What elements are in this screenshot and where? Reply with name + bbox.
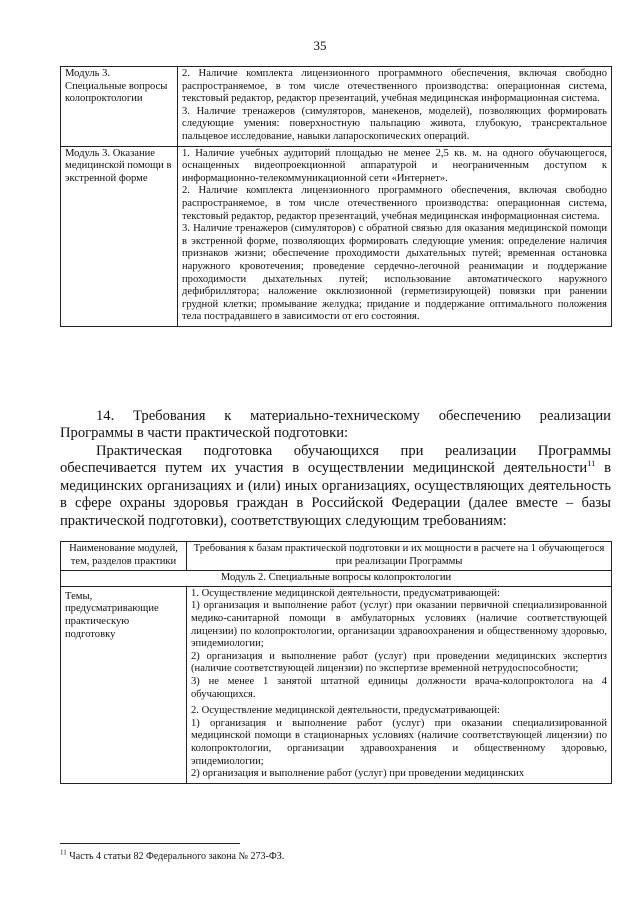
section-14-heading	[60, 408, 611, 442]
footnote-reference[interactable]: 11	[587, 458, 596, 469]
requirement-paragraph: 3. Наличие тренажеров (симуляторов, манекенов, моделей), позволяющих формировать следующие умения: поверхностную пальпацию живота, глубокую, трансректальное пальцевое исследование, навыки лапароскопических операций.	[182, 105, 607, 142]
table-row	[61, 146, 612, 326]
practical-training-paragraph	[60, 443, 611, 530]
table-header-row	[61, 542, 612, 571]
requirement-paragraph: 2. Наличие комплекта лицензионного программного обеспечения, включая свободно распространяемое, в том числе отечественного производства: операционная система, текстовый редактор, редактор презентаций, учебная медицинская информационная система.	[182, 185, 607, 222]
requirements-cell	[178, 146, 612, 326]
footnote	[60, 848, 285, 862]
paragraph-text: Практическая подготовка обучающихся при реализации Программы обеспечивается путем их участия в осуществлении медицинской деятельности	[60, 443, 611, 477]
footnote-text: Часть 4 статьи 82 Федерального закона № 273-ФЗ.	[66, 851, 285, 862]
practical-bases-table	[60, 541, 612, 784]
column-header: Наименование модулей, тем, разделов практики	[61, 542, 187, 571]
requirement-paragraph: 1. Осуществление медицинской деятельности, предусматривающей:	[191, 587, 500, 599]
module-cell	[61, 146, 178, 326]
requirement-paragraph: 2) организация и выполнение работ (услуг) при проведении медицинских экспертиз (наличие соответствующей лицензии) по экспертизе временной нетрудоспособности;	[191, 650, 607, 675]
section-heading-line: 14. Требования к материально-техническому обеспечению реализации	[96, 408, 611, 424]
requirement-paragraph: 3) не менее 1 занятой штатной единицы должности врача-колопроктолога на 4 обучающихся.	[191, 675, 607, 700]
requirements-cell	[178, 67, 612, 147]
paragraph-text: в медицинских организациях и (или) иных организациях, осуществляющих деятельность в сфере охраны здоровья граждан в Российской Федерации (далее вместе – базы практической подготовки), соответствующих следующим требованиям:	[60, 460, 611, 529]
module-name: Модуль 3. Специальные вопросы колопроктологии	[65, 68, 168, 105]
requirement-paragraph: 2. Осуществление медицинской деятельности, предусматривающей:	[191, 705, 500, 717]
section-heading-line: Программы в части практической подготовки:	[60, 425, 349, 441]
topics-cell	[61, 586, 187, 783]
page-number: 35	[313, 38, 327, 53]
module-heading-cell: Модуль 2. Специальные вопросы колопроктологии	[61, 571, 612, 587]
requirement-paragraph: 1) организация и выполнение работ (услуг) при оказании первичной специализированной медико-санитарной помощи в амбулаторных условиях (наличие соответствующей лицензии) по колопроктологии, организации здравоохранения и общественному здоровью, эпидемиологии;	[191, 600, 607, 650]
footnote-divider	[60, 843, 240, 844]
footnote-number: 11	[60, 848, 67, 857]
module-name: Модуль 3. Оказание медицинской помощи в экстренной форме	[65, 147, 172, 184]
equipment-requirements-table	[60, 66, 612, 327]
topics-label: Темы, предусматривающие практическую подготовку	[65, 590, 159, 640]
module-cell	[61, 67, 178, 147]
requirements-cell	[187, 586, 612, 783]
table-row	[61, 67, 612, 147]
table-row	[61, 586, 612, 783]
requirement-paragraph: 1) организация и выполнение работ (услуг) при оказании специализированной медицинской помощи в стационарных условиях (наличие соответствующей лицензии) по колопроктологии, организации здравоохранения и общественному здоровью, эпидемиологии;	[191, 717, 607, 767]
requirement-paragraph: 2) организация и выполнение работ (услуг) при проведении медицинских	[191, 768, 525, 780]
requirement-paragraph: 3. Наличие тренажеров (симуляторов) с обратной связью для оказания медицинской помощи в экстренной форме, позволяющих формировать следующие умения: определение наличия признаков жизни; обеспечение проходимости дыхательных путей; временная остановка наружного кровотечения; проведение сердечно-легочной реанимации и поддержание проходимости дыхательных путей; использование автоматического наружного дефибриллятора; наложение окклюзионной (герметизирующей) повязки при ранении грудной клетки; промывание желудка; придание и поддержание оптимального положения тела пострадавшего в зависимости от его состояния.	[182, 223, 607, 323]
table-row	[61, 571, 612, 587]
requirement-paragraph: 2. Наличие комплекта лицензионного программного обеспечения, включая свободно распространяемое, в том числе отечественного производства: операционная система, текстовый редактор, редактор презентаций, учебная медицинская информационная система.	[182, 68, 607, 105]
column-header: Требования к базам практической подготовки и их мощности в расчете на 1 обучающегося при реализации Программы	[187, 542, 612, 571]
requirement-paragraph: 1. Наличие учебных аудиторий площадью не менее 2,5 кв. м. на одного обучающегося, оснащенных видеопроекционной аппаратурой и неограниченным доступом к информационно-телекоммуникационной сети «Интернет».	[182, 147, 607, 184]
